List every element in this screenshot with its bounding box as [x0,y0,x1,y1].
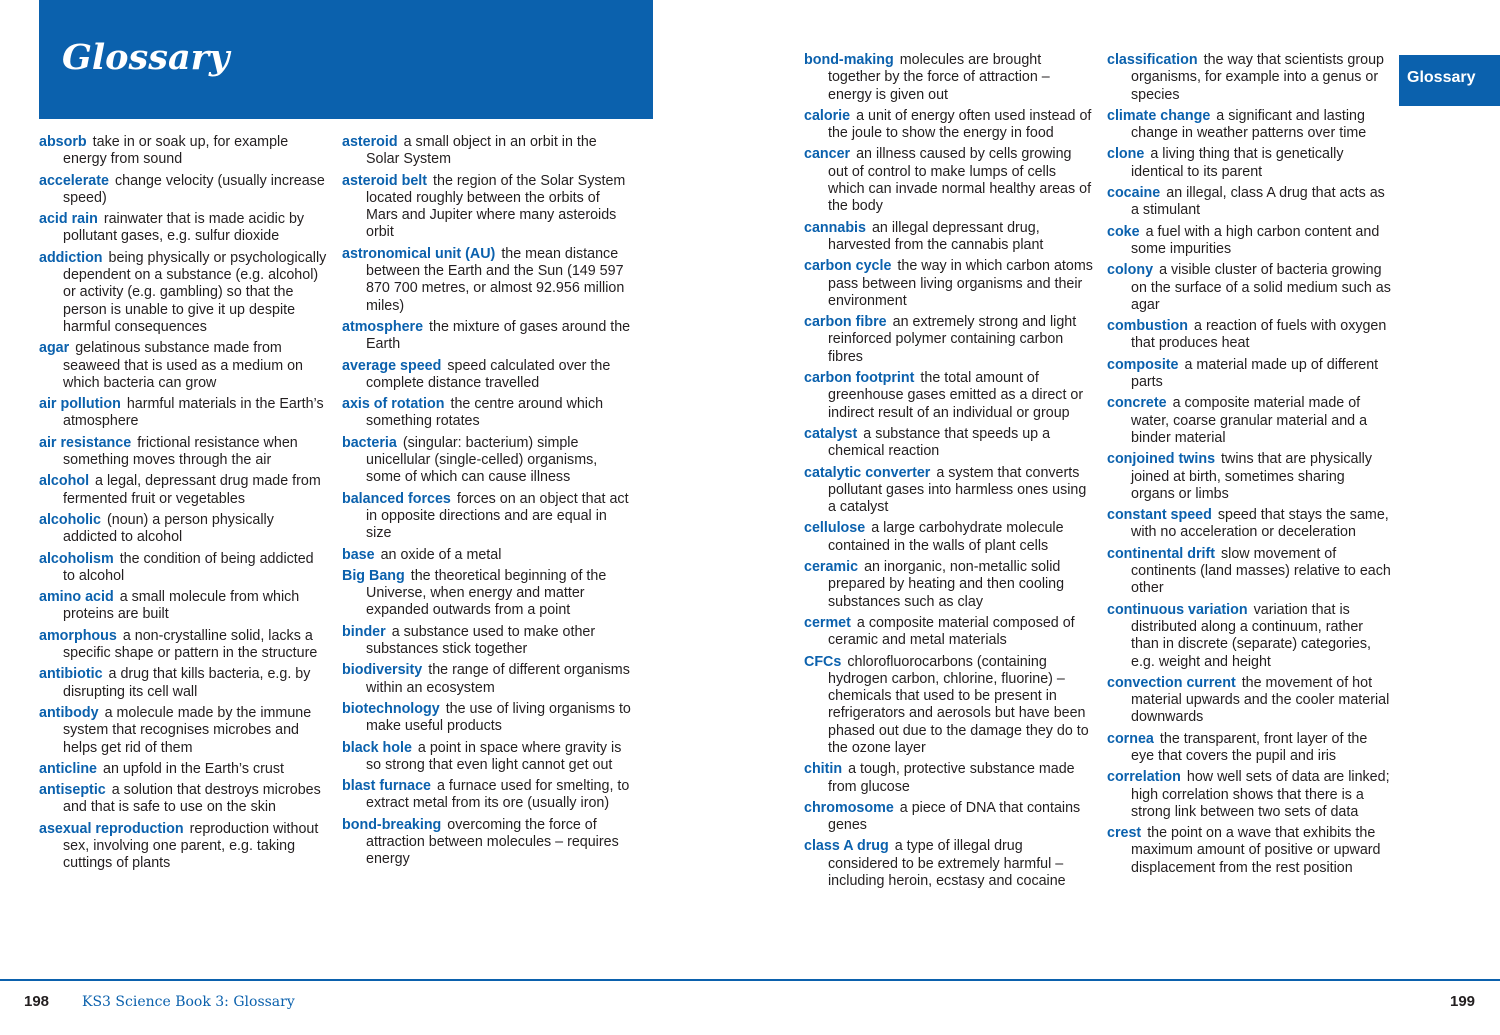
glossary-entry [342,701,632,736]
glossary-term: alcohol [39,473,90,490]
glossary-definition: rainwater that is made acidic by pollutant gases, e.g. sulfur dioxide [63,211,305,245]
glossary-term: cornea [1107,730,1154,747]
glossary-definition: a composite material made of water, coarse granular material and a binder material [1131,395,1368,446]
glossary-entry [804,520,1094,555]
glossary-entry [1107,675,1392,727]
glossary-definition: a unit of energy often used instead of the joule to show the energy in food [828,107,1092,142]
glossary-term: bacteria [342,434,397,451]
page-number-left: 198 [24,993,50,1010]
glossary-definition: gelatinous substance made from seaweed that is used as a medium on which bacteria can grow [63,340,304,391]
glossary-term: catalyst [804,425,858,442]
glossary-definition: a composite material composed of ceramic and metal materials [828,614,1075,649]
glossary-definition: a substance that speeds up a chemical reaction [828,425,1051,460]
glossary-term: amino acid [39,589,114,606]
glossary-entry [1107,262,1392,314]
glossary-entry [342,246,632,315]
glossary-term: classification [1107,52,1198,68]
glossary-definition: the range of different organisms within an ecosystem [366,662,630,696]
glossary-term: composite [1107,356,1179,373]
page-number-right: 199 [1450,993,1476,1010]
glossary-definition: a type of illegal drug considered to be extremely harmful – including heroin, ecstasy and cocaine [828,838,1066,890]
glossary-entry [39,211,329,246]
glossary-term: black hole [342,739,412,756]
glossary-entry [804,314,1094,366]
glossary-entry [342,358,632,393]
glossary-term: correlation [1107,769,1181,786]
glossary-term: alcoholism [39,550,114,567]
section-tab-label: Glossary [1407,69,1476,86]
footer-title: KS3 Science Book 3: Glossary [82,994,295,1010]
glossary-term: anticline [39,760,97,777]
glossary-term: alcoholic [39,511,101,528]
glossary-term: carbon fibre [804,314,887,331]
glossary-entry [342,547,632,564]
glossary-definition: change velocity (usually increase speed) [63,172,325,206]
glossary-term: antiseptic [39,782,106,799]
glossary-definition: a fuel with a high carbon content and some impurities [1131,223,1380,257]
glossary-column-3 [804,52,1094,894]
glossary-definition: being physically or psychologically dependent on a substance (e.g. alcohol) or activity (e.g. gambling) so that the person is unable to give it up despite harmful consequences [63,249,327,335]
glossary-term: atmosphere [342,318,424,335]
glossary-definition: a large carbohydrate molecule contained in the walls of plant cells [828,520,1064,554]
glossary-definition: a tough, protective substance made from glucose [828,761,1075,795]
glossary-entry [39,589,329,624]
glossary-definition: a reaction of fuels with oxygen that produces heat [1131,318,1387,352]
glossary-definition: the use of living organisms to make useful products [366,700,631,735]
glossary-term: cermet [804,614,851,631]
glossary-entry [342,435,632,487]
glossary-term: continental drift [1107,545,1216,562]
glossary-term: Big Bang [342,567,405,584]
glossary-definition: variation that is distributed along a continuum, rather than in discrete (separate) categories, e.g. weight and height [1131,601,1371,670]
glossary-definition: chlorofluorocarbons (containing hydrogen carbon, chlorine, fluorine) – chemicals that used to be present in refrigerators and aerosols but have been phased out due to the damage they do to the ozone layer [828,653,1089,756]
glossary-definition: a significant and lasting change in weather patterns over time [1131,107,1367,142]
glossary-definition: a molecule made by the immune system that recognises microbes and helps get rid of them [63,704,312,756]
glossary-term: air resistance [39,434,132,451]
glossary-definition: the centre around which something rotates [366,396,604,430]
glossary-term: chitin [804,761,843,778]
glossary-definition: the way in which carbon atoms pass between living organisms and their environment [828,258,1093,309]
glossary-entry [1107,731,1392,766]
glossary-definition: an upfold in the Earth’s crust [103,760,284,777]
glossary-entry [39,512,329,547]
glossary-entry [39,705,329,757]
glossary-definition: (singular: bacterium) simple unicellular (single-celled) organisms, some of which can cause illness [366,434,598,486]
glossary-term: catalytic converter [804,464,931,481]
glossary-definition: a non-crystalline solid, lacks a specific shape or pattern in the structure [63,627,318,662]
glossary-term: CFCs [804,653,842,670]
glossary-definition: the condition of being addicted to alcohol [63,550,314,584]
glossary-term: binder [342,623,386,640]
glossary-entry [39,821,329,873]
glossary-definition: a small object in an orbit in the Solar System [366,134,597,168]
section-tab [1399,55,1500,106]
glossary-entry [342,740,632,775]
glossary-definition: the total amount of greenhouse gases emitted as a direct or indirect result of an individual or group [828,370,1084,421]
glossary-entry [804,800,1094,835]
glossary-entry [39,761,329,778]
page-title: Glossary [62,37,230,78]
glossary-entry [804,761,1094,796]
glossary-definition: (noun) a person physically addicted to alcohol [63,511,274,546]
glossary-definition: the mean distance between the Earth and the Sun (149 597 870 700 metres, or almost 92.956 million miles) [366,245,625,314]
glossary-entry [342,568,632,620]
glossary-entry [342,491,632,543]
glossary-definition: frictional resistance when something moves through the air [63,434,298,469]
glossary-entry [342,817,632,869]
glossary-entry [804,370,1094,422]
glossary-definition: an oxide of a metal [380,546,502,563]
glossary-entry [804,615,1094,650]
glossary-entry [39,173,329,208]
glossary-term: climate change [1107,107,1211,124]
glossary-entry [804,654,1094,758]
glossary-definition: an illegal depressant drug, harvested from the cannabis plant [828,219,1044,253]
glossary-term: combustion [1107,318,1189,335]
glossary-entry [342,173,632,242]
glossary-term: air pollution [39,396,121,413]
glossary-term: balanced forces [342,490,451,507]
glossary-definition: overcoming the force of attraction between molecules – requires energy [366,816,619,868]
glossary-definition: a material made up of different parts [1131,356,1379,391]
glossary-entry [804,258,1094,310]
glossary-term: clone [1107,146,1145,163]
glossary-term: ceramic [804,559,859,576]
glossary-definition: the mixture of gases around the Earth [366,318,631,353]
glossary-term: carbon footprint [804,370,915,387]
glossary-definition: an inorganic, non-metallic solid prepared by heating and then cooling substances such as clay [828,559,1065,610]
glossary-entry [39,473,329,508]
glossary-term: astronomical unit (AU) [342,245,496,262]
glossary-term: asexual reproduction [39,820,184,837]
glossary-definition: a small molecule from which proteins are built [63,589,300,623]
glossary-definition: reproduction without sex, involving one parent, e.g. taking cuttings of plants [63,820,319,872]
glossary-definition: a living thing that is genetically identical to its parent [1131,146,1344,180]
glossary-term: bond-making [804,52,894,68]
glossary-term: addiction [39,249,103,266]
glossary-definition: a point in space where gravity is so strong that even light cannot get out [366,739,622,773]
glossary-term: carbon cycle [804,258,892,275]
glossary-entry [39,134,329,169]
glossary-entry [1107,769,1392,821]
glossary-entry [804,559,1094,611]
glossary-definition: a system that converts pollutant gases into harmless ones using a catalyst [828,464,1087,516]
glossary-term: absorb [39,134,87,150]
glossary-term: coke [1107,223,1140,240]
glossary-entry [342,662,632,697]
glossary-entry [804,426,1094,461]
glossary-entry [1107,451,1392,503]
glossary-definition: molecules are brought together by the force of attraction – energy is given out [828,52,1050,103]
glossary-term: crest [1107,825,1142,842]
glossary-term: average speed [342,357,442,374]
glossary-entry [342,134,632,169]
glossary-entry [1107,146,1392,181]
glossary-definition: a substance used to make other substances stick together [366,623,596,658]
glossary-entry [39,628,329,663]
glossary-entry [804,52,1094,104]
glossary-definition: the way that scientists group organisms, for example into a genus or species [1131,52,1384,103]
glossary-term: asteroid belt [342,172,428,189]
glossary-definition: take in or soak up, for example energy from sound [63,134,289,168]
glossary-definition: a furnace used for smelting, to extract metal from its ore (usually iron) [366,778,630,812]
glossary-term: calorie [804,107,851,124]
glossary-definition: speed that stays the same, with no acceleration or deceleration [1131,507,1389,541]
glossary-entry [342,778,632,813]
glossary-entry [804,220,1094,255]
glossary-term: chromosome [804,799,894,816]
glossary-entry [804,146,1094,215]
glossary-term: concrete [1107,395,1167,412]
glossary-entry [39,782,329,817]
glossary-entry [1107,185,1392,220]
glossary-term: constant speed [1107,507,1212,524]
glossary-column-4 [1107,52,1392,881]
glossary-entry [1107,52,1392,104]
glossary-definition: speed calculated over the complete distance travelled [366,357,611,391]
glossary-term: acid rain [39,211,98,228]
glossary-term: cocaine [1107,185,1161,202]
glossary-entry [804,838,1094,890]
glossary-definition: how well sets of data are linked; high correlation shows that there is a strong link between two sets of data [1131,769,1390,820]
glossary-definition: an extremely strong and light reinforced polymer containing carbon fibres [828,314,1077,365]
glossary-term: agar [39,340,70,357]
glossary-definition: a legal, depressant drug made from fermented fruit or vegetables [63,473,321,507]
glossary-definition: a drug that kills bacteria, e.g. by disrupting its cell wall [63,666,311,700]
glossary-term: base [342,546,375,563]
glossary-term: biotechnology [342,700,440,717]
glossary-entry [342,319,632,354]
glossary-entry [1107,546,1392,598]
glossary-definition: the transparent, front layer of the eye that covers the pupil and iris [1131,730,1368,764]
glossary-entry [804,465,1094,517]
glossary-definition: an illness caused by cells growing out of control to make lumps of cells which can invade normal healthy areas of the body [828,146,1092,215]
glossary-entry [39,250,329,336]
glossary-term: amorphous [39,627,117,644]
glossary-entry [1107,318,1392,353]
glossary-definition: a visible cluster of bacteria growing on the surface of a solid medium such as agar [1131,262,1391,313]
glossary-definition: harmful materials in the Earth’s atmosphere [63,396,324,430]
glossary-entry [804,108,1094,143]
glossary-entry [1107,825,1392,877]
glossary-entry [1107,507,1392,542]
glossary-definition: the point on a wave that exhibits the maximum amount of positive or upward displacement from the rest position [1131,825,1381,876]
glossary-entry [1107,395,1392,447]
glossary-term: class A drug [804,838,889,855]
glossary-term: continuous variation [1107,601,1248,618]
glossary-term: accelerate [39,172,109,189]
glossary-entry [342,624,632,659]
glossary-term: cancer [804,146,851,163]
glossary-definition: twins that are physically joined at birth, sometimes sharing organs or limbs [1131,451,1373,502]
glossary-term: cellulose [804,520,866,537]
glossary-definition: the movement of hot material upwards and the cooler material downwards [1131,674,1390,726]
glossary-term: axis of rotation [342,396,445,413]
glossary-term: conjoined twins [1107,451,1216,468]
glossary-entry [342,396,632,431]
glossary-entry [1107,224,1392,259]
glossary-term: cannabis [804,219,866,236]
glossary-definition: the theoretical beginning of the Universe, when energy and matter expanded outwards from a point [366,567,607,619]
glossary-term: bond-breaking [342,816,442,833]
glossary-entry [39,340,329,392]
glossary-entry [39,551,329,586]
glossary-term: blast furnace [342,778,431,795]
glossary-term: convection current [1107,674,1236,691]
glossary-column-2 [342,134,632,873]
glossary-term: antibody [39,704,99,721]
glossary-definition: forces on an object that act in opposite directions and are equal in size [366,490,629,542]
glossary-column-1 [39,134,329,877]
glossary-entry [1107,108,1392,143]
glossary-entry [39,435,329,470]
glossary-term: antibiotic [39,666,103,683]
glossary-term: biodiversity [342,662,423,679]
glossary-entry [1107,602,1392,671]
glossary-definition: an illegal, class A drug that acts as a stimulant [1131,185,1385,219]
footer-rule [0,979,1500,981]
title-banner [39,0,653,119]
glossary-entry [39,396,329,431]
glossary-definition: slow movement of continents (land masses) relative to each other [1131,545,1391,597]
glossary-entry [39,666,329,701]
glossary-term: asteroid [342,134,398,150]
glossary-term: colony [1107,262,1154,279]
glossary-definition: a piece of DNA that contains genes [828,799,1081,834]
glossary-entry [1107,357,1392,392]
glossary-definition: the region of the Solar System located roughly between the orbits of Mars and Jupiter where many asteroids orbit [366,172,626,241]
glossary-definition: a solution that destroys microbes and that is safe to use on the skin [63,782,321,816]
